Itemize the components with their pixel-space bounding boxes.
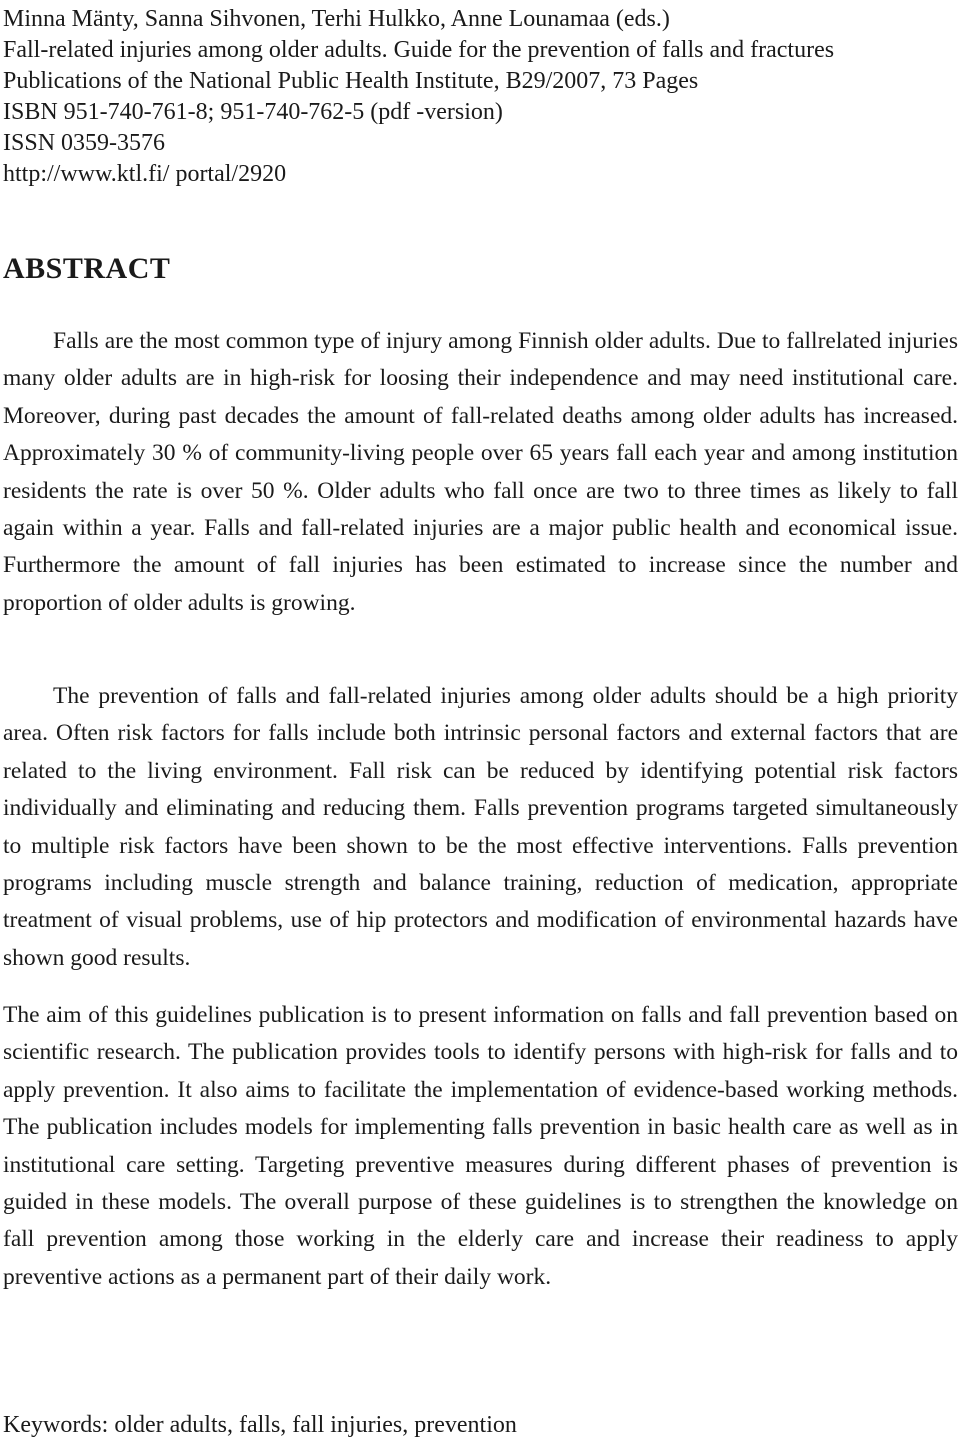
issn-line: ISSN 0359-3576 (3, 130, 166, 156)
title-line: Fall-related injuries among older adults. Guide for the prevention of falls and fractures (3, 37, 835, 63)
bibliographic-info (3, 4, 958, 190)
abstract-heading: ABSTRACT (3, 252, 171, 285)
editors-line: Minna Mänty, Sanna Sihvonen, Terhi Hulkko, Anne Lounamaa (eds.) (3, 6, 670, 32)
keywords-line: Keywords: older adults, falls, fall injuries, prevention (3, 1412, 517, 1438)
isbn-line: ISBN 951-740-761-8; 951-740-762-5 (pdf -version) (3, 99, 503, 125)
url-line: http://www.ktl.fi/ portal/2920 (3, 161, 287, 187)
abstract-paragraph-3: The aim of this guidelines publication is to present information on falls and fall prevention based on scientific research. The publication provides tools to identify persons with high-risk for falls and to apply prevention. It also aims to facilitate the implementation of evidence-based working methods. The publication includes models for implementing falls prevention in basic health care as well as in institutional care setting. Targeting preventive measures during different phases of prevention is guided in these models. The overall purpose of these guidelines is to strengthen the knowledge on fall prevention among those working in the elderly care and increase their readiness to apply preventive actions as a permanent part of their daily work. (3, 1002, 958, 1290)
abstract-paragraph-2: The prevention of falls and fall-related injuries among older adults should be a high priority area. Often risk factors for falls include both intrinsic personal factors and external factors that are related to the living environment. Fall risk can be reduced by identifying potential risk factors individually and eliminating and reducing them. Falls prevention programs targeted simultaneously to multiple risk factors have been shown to be the most effective interventions. Falls prevention programs including muscle strength and balance training, reduction of medication, appropriate treatment of visual problems, use of hip protectors and modification of environmental hazards have shown good results. (3, 683, 958, 971)
abstract-paragraph-1: Falls are the most common type of injury among Finnish older adults. Due to fallrelated injuries many older adults are in high-risk for loosing their independence and may need institutional care. Moreover, during past decades the amount of fall-related deaths among older adults has increased. Approximately 30 % of community-living people over 65 years fall each year and among institution residents the rate is over 50 %. Older adults who fall once are two to three times as likely to fall again within a year. Falls and fall-related injuries are a major public health and economical issue. Furthermore the amount of fall injuries has been estimated to increase since the number and proportion of older adults is growing. (3, 328, 958, 616)
series-line: Publications of the National Public Health Institute, B29/2007, 73 Pages (3, 68, 699, 94)
